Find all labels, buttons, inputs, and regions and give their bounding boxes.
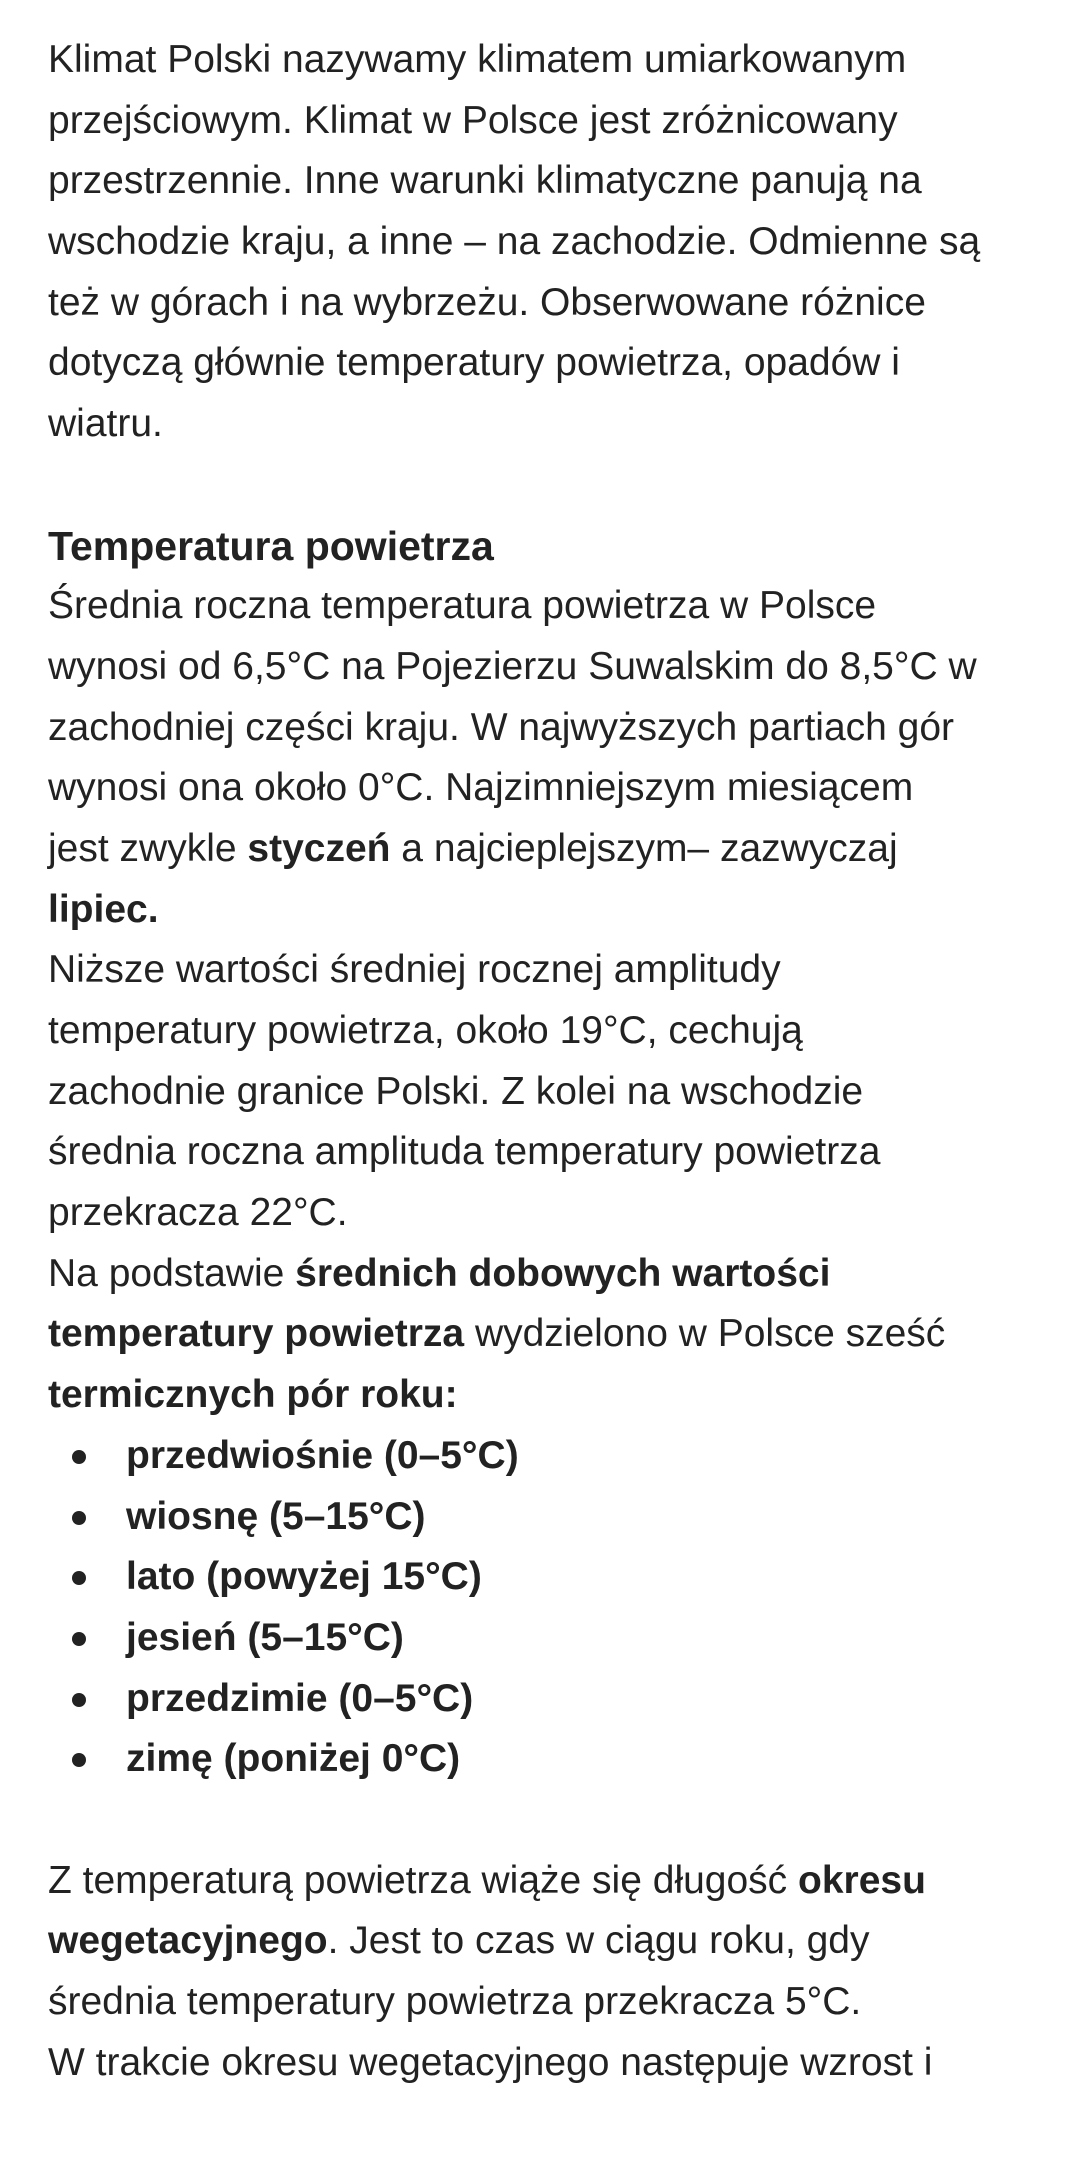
text-line xyxy=(48,333,1058,394)
list-item xyxy=(48,1426,1058,1487)
text-segment: jesień (5–15°C) xyxy=(126,1615,404,1659)
text-segment: Temperatura powietrza xyxy=(48,522,494,569)
text-line xyxy=(48,1062,1058,1123)
text-line xyxy=(48,394,1058,455)
text-segment: Na podstawie xyxy=(48,1251,296,1295)
list-item xyxy=(48,1547,1058,1608)
text-line xyxy=(48,819,1058,880)
bold-text: średnich dobowych wartości xyxy=(295,1251,831,1295)
text-line xyxy=(48,1304,1058,1365)
bold-text: wegetacyjnego xyxy=(48,1919,328,1963)
text-segment: średnia temperatury powietrza przekracza 5°C. xyxy=(48,1980,862,2023)
text-line xyxy=(48,30,1058,91)
section-heading xyxy=(48,516,1058,577)
text-segment: lato (powyżej 15°C) xyxy=(126,1555,482,1599)
bold-text: styczeń xyxy=(247,826,391,870)
bold-text: temperatury powietrza xyxy=(48,1312,465,1356)
text-line xyxy=(48,758,1058,819)
document-body xyxy=(48,30,1058,2093)
text-line xyxy=(48,1911,1058,1972)
text-segment: Niższe wartości średniej rocznej amplitudy xyxy=(48,948,781,992)
spacer xyxy=(48,455,1058,516)
text-line xyxy=(48,698,1058,759)
text-segment: wiatru. xyxy=(48,402,163,446)
bold-text: okresu xyxy=(798,1858,926,1902)
text-segment: dotyczą głównie temperatury powietrza, opadów i xyxy=(48,341,900,385)
text-line xyxy=(48,1183,1058,1244)
text-segment: Klimat Polski nazywamy klimatem umiarkowanym xyxy=(48,38,907,81)
text-segment: przekracza 22°C. xyxy=(48,1191,348,1235)
text-line xyxy=(48,1851,1058,1912)
text-segment: wynosi ona około 0°C. Najzimniejszym miesiącem xyxy=(48,766,914,810)
text-segment: wiosnę (5–15°C) xyxy=(126,1494,426,1538)
text-segment: Z temperaturą powietrza wiąże się długość xyxy=(48,1858,799,1902)
text-line xyxy=(48,212,1058,273)
text-segment: temperatury powietrza, około 19°C, cechują xyxy=(48,1009,803,1052)
text-line xyxy=(48,2033,1058,2094)
text-segment: zachodnie granice Polski. Z kolei na wschodzie xyxy=(48,1069,864,1113)
text-line xyxy=(48,940,1058,1001)
text-segment: przedwiośnie (0–5°C) xyxy=(126,1433,519,1477)
list-item xyxy=(48,1608,1058,1669)
text-segment: przestrzennie. Inne warunki klimatyczne panują na xyxy=(48,159,922,203)
list-item xyxy=(48,1669,1058,1730)
text-segment: zachodniej części kraju. W najwyższych partiach gór xyxy=(48,705,955,749)
bold-text: termicznych pór roku: xyxy=(48,1373,458,1417)
text-segment: wynosi od 6,5°C na Pojezierzu Suwalskim do 8,5°C w xyxy=(48,644,977,688)
text-segment: jest zwykle xyxy=(48,826,248,870)
text-segment: W trakcie okresu wegetacyjnego następuje wzrost i xyxy=(48,2040,933,2084)
text-line xyxy=(48,91,1058,152)
text-line xyxy=(48,637,1058,698)
text-line xyxy=(48,1001,1058,1062)
text-segment: wschodzie kraju, a inne – na zachodzie. Odmienne są xyxy=(48,220,981,264)
list-item xyxy=(48,1487,1058,1548)
text-segment: przedzimie (0–5°C) xyxy=(126,1676,474,1720)
text-line xyxy=(48,1972,1058,2033)
text-segment: średnia roczna amplituda temperatury powietrza xyxy=(48,1130,881,1174)
text-segment: też w górach i na wybrzeżu. Obserwowane różnice xyxy=(48,280,926,324)
text-segment: wydzielono w Polsce sześć xyxy=(464,1312,946,1356)
text-line xyxy=(48,1244,1058,1305)
text-line xyxy=(48,1365,1058,1426)
text-line xyxy=(48,151,1058,212)
bold-text: lipiec. xyxy=(48,887,159,931)
spacer xyxy=(48,1790,1058,1851)
text-segment: . Jest to czas w ciągu roku, gdy xyxy=(327,1919,870,1963)
text-line xyxy=(48,273,1058,334)
text-line xyxy=(48,880,1058,941)
text-line xyxy=(48,1122,1058,1183)
text-segment: a najcieplejszym– zazwyczaj xyxy=(390,826,898,870)
text-line xyxy=(48,576,1058,637)
list-item xyxy=(48,1729,1058,1790)
text-segment: zimę (poniżej 0°C) xyxy=(126,1737,461,1781)
text-segment: Średnia roczna temperatura powietrza w Polsce xyxy=(48,584,877,628)
text-segment: przejściowym. Klimat w Polsce jest zróżnicowany xyxy=(48,98,898,142)
